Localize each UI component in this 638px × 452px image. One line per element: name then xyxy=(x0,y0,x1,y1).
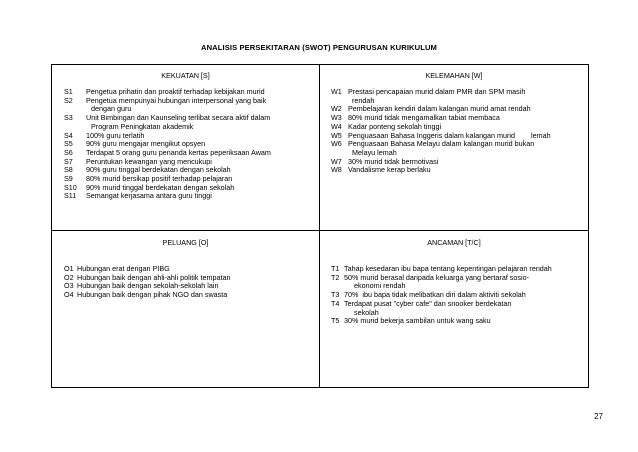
item-text: Terdapat 5 orang guru penanda kertas peperiksaan Awam xyxy=(86,147,271,157)
item-text: Vandalisme kerap berlaku xyxy=(348,165,431,175)
item-code: S8 xyxy=(64,165,73,175)
item-code: S7 xyxy=(64,156,73,166)
item-text: 70% ibu bapa tidak melibatkan diri dalam aktiviti sekolah xyxy=(344,290,526,300)
item-text: Unit Bimbingan dan Kaunseling terlibat secara aktif dalam xyxy=(86,113,271,123)
item-text-continuation: Melayu lemah xyxy=(352,147,397,157)
item-text: 90% murid tinggal berdekatan dengan sekolah xyxy=(86,182,235,192)
item-code: W6 xyxy=(331,139,342,149)
weaknesses-item xyxy=(331,166,583,175)
item-text-continuation: rendah xyxy=(352,95,375,105)
item-text: 80% murid bersikap positif terhadap pelajaran xyxy=(86,174,233,184)
item-text: 30% murid bekerja sambilan untuk wang saku xyxy=(344,316,491,326)
strengths-item xyxy=(64,192,314,201)
item-text-continuation: ekonomi rendah xyxy=(354,281,406,291)
item-text: Peruntukan kewangan yang mencukupi xyxy=(86,156,212,166)
item-text: Hubungan baik dengan pihak NGO dan swasta xyxy=(77,290,228,300)
item-code: S10 xyxy=(64,182,77,192)
page-title: ANALISIS PERSEKITARAN (SWOT) PENGURUSAN KURIKULUM xyxy=(201,43,437,52)
item-code: W1 xyxy=(331,87,342,96)
strengths-list xyxy=(64,88,314,201)
item-text: Penguasaan Bahasa Melayu dalam kalangan murid bukan xyxy=(348,139,535,149)
item-code: O3 xyxy=(64,281,74,291)
item-code: W4 xyxy=(331,121,342,131)
strengths-header: KEKUATAN [S] xyxy=(161,71,210,80)
item-code: O2 xyxy=(64,272,74,282)
opportunities-header: PELUANG [O] xyxy=(162,238,209,247)
row-divider xyxy=(52,230,588,231)
item-text: Pengetua mempunyai hubungan interpersonal yang baik xyxy=(86,95,267,105)
weaknesses-header: KELEMAHAN [W] xyxy=(425,71,483,80)
item-code: T3 xyxy=(331,290,340,300)
item-text: Prestasi pencapaian murid dalam PMR dan SPM masih xyxy=(348,87,526,96)
item-text: Tahap kesedaran ibu bapa tentang kepentingan pelajaran rendah xyxy=(344,264,552,273)
column-divider xyxy=(319,65,320,387)
item-code: W7 xyxy=(331,156,342,166)
item-text: 90% guru tinggal berdekatan dengan sekolah xyxy=(86,165,231,175)
item-code: W3 xyxy=(331,113,342,123)
item-code: T2 xyxy=(331,272,340,282)
item-text: Hubungan baik dengan ahli-ahli politik tempatan xyxy=(77,272,231,282)
item-text: 50% murid berasal daripada keluarga yang bertaraf sosio- xyxy=(344,272,529,282)
item-code: S5 xyxy=(64,139,73,149)
opportunities-list xyxy=(64,265,314,300)
item-text: Semangat kerjasama antara guru tinggi xyxy=(86,191,212,201)
threats-list xyxy=(331,265,583,326)
item-code: S3 xyxy=(64,113,73,123)
item-code: T5 xyxy=(331,316,340,326)
item-code: S4 xyxy=(64,130,73,140)
page-number: 27 xyxy=(594,412,603,421)
item-text: 90% guru mengajar mengikut opsyen xyxy=(86,139,206,149)
threats-item xyxy=(331,317,583,326)
item-code: W8 xyxy=(331,165,342,175)
item-code: S6 xyxy=(64,147,73,157)
opportunities-item xyxy=(64,291,314,300)
item-code: T4 xyxy=(331,298,340,308)
item-text: Hubungan baik dengan sekolah-sekolah lain xyxy=(77,281,219,291)
item-text: Penguasaan Bahasa Inggeris dalam kalangan murid lemah xyxy=(348,130,551,140)
item-text: 100% guru terlatih xyxy=(86,130,145,140)
swot-table xyxy=(51,64,589,388)
item-code: W5 xyxy=(331,130,342,140)
item-code: S2 xyxy=(64,95,73,105)
item-text-continuation: Program Peningkatan akademik xyxy=(91,121,194,131)
item-text-continuation: dengan guru xyxy=(91,104,132,114)
item-code: O1 xyxy=(64,264,74,273)
item-code: S9 xyxy=(64,174,73,184)
threats-header: ANCAMAN [T/C] xyxy=(427,238,481,247)
item-code: T1 xyxy=(331,264,340,273)
weaknesses-list xyxy=(331,88,583,175)
item-text: Pembelajaran kendiri dalam kalangan murid amat rendah xyxy=(348,104,531,114)
item-code: S1 xyxy=(64,87,73,96)
item-text: Terdapat pusat "cyber cafe" dan snooker berdekatan xyxy=(344,298,512,308)
item-code: S11 xyxy=(64,191,77,201)
item-text: Hubungan erat dengan PIBG xyxy=(77,264,170,273)
item-code: W2 xyxy=(331,104,342,114)
item-text: 80% murid tidak mengamalkan tabiat membaca xyxy=(348,113,500,123)
item-text: Pengetua prihatin dan proaktif terhadap kebijakan murid xyxy=(86,87,265,96)
item-code: O4 xyxy=(64,290,74,300)
item-text-continuation: sekolah xyxy=(354,307,379,317)
item-text: Kadar ponteng sekolah tinggi xyxy=(348,121,442,131)
item-text: 30% murid tidak bermotivasi xyxy=(348,156,439,166)
